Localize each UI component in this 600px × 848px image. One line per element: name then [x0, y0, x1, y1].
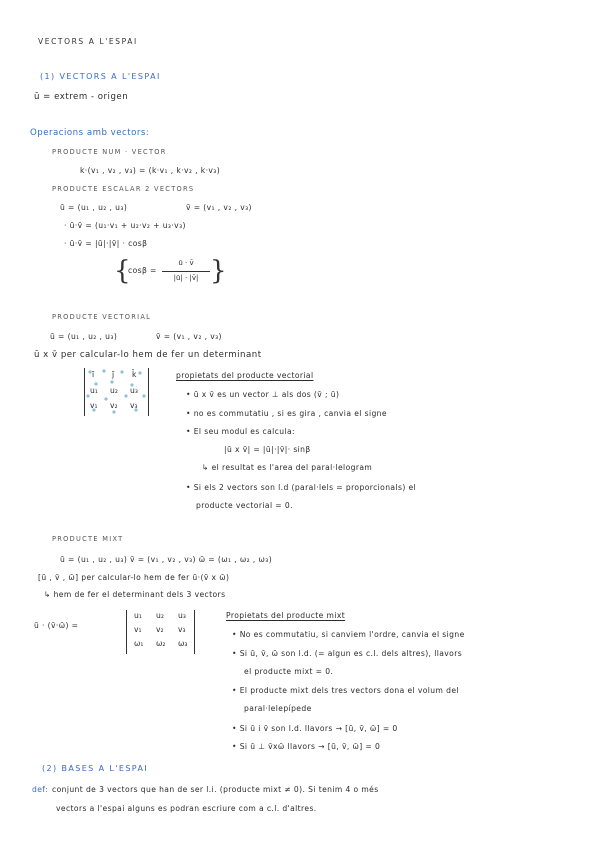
section-2-heading: (2) BASES A L'ESPAI — [42, 764, 149, 773]
scalar-product-u: ū = (u₁ , u₂ , u₃) — [60, 203, 128, 212]
vector-product-u: ū = (u₁ , u₂ , u₃) — [50, 332, 118, 341]
mixed-prop-1: • No es commutatiu, si canviem l'ordre, canvia el signe — [232, 630, 465, 639]
vector-determinant — [82, 366, 152, 418]
right-brace: } — [210, 256, 227, 286]
mixed-props-title: Propietats del producte mixt — [226, 611, 346, 620]
matrix-right-bar — [194, 610, 195, 654]
scalar-product-v: v̄ = (v₁ , v₂ , v₃) — [186, 203, 252, 212]
mixed-prop-2a: • Si ū, v̄, ω̄ son l.d. (= algun es c.l. dels altres), llavors — [232, 649, 463, 658]
matrix-cell: k̄ — [132, 370, 137, 379]
matrix-cell: u₁ — [90, 386, 98, 395]
matrix-cell: u₃ — [130, 386, 138, 395]
matrix-cell: v₃ — [130, 401, 138, 410]
operations-heading: Operacions amb vectors: — [30, 128, 150, 138]
matrix-cell: v₃ — [178, 625, 186, 634]
matrix-cell: u₁ — [134, 611, 142, 620]
matrix-cell: u₂ — [110, 386, 118, 395]
cos-denominator: |ū| · |v̄| — [173, 274, 199, 282]
product-num-vector-label: PRODUCTE NUM · VECTOR — [52, 148, 167, 156]
mixed-product-lhs: ū · (v̄·ω̄) = — [34, 621, 79, 630]
cos-numerator: ū · v̄ — [178, 259, 194, 267]
bases-definition-line-2: vectors a l'espai alguns es podran escriure com a c.l. d'altres. — [56, 804, 317, 813]
mixed-prop-3a: • El producte mixt dels tres vectors dona el volum del — [232, 686, 459, 695]
vector-prop-2: • no es commutatiu , si es gira , canvia el signe — [186, 409, 387, 418]
mixed-product-line-3: ↳ hem de fer el determinant dels 3 vectors — [44, 590, 226, 599]
vector-prop-4a: • Si els 2 vectors son l.d (paral·lels = proporcionals) el — [186, 483, 417, 492]
vector-prop-4b: producte vectorial = 0. — [196, 501, 293, 510]
matrix-cell: ω₃ — [178, 639, 188, 648]
vector-prop-1: • ū x v̄ es un vector ⊥ als dos (v̄ ; ū) — [186, 390, 340, 399]
matrix-cell: v₂ — [110, 401, 118, 410]
vector-prop-3-formula: |ū x v̄| = |ū|·|v̄|· sinβ — [224, 445, 311, 454]
matrix-left-bar — [126, 610, 127, 654]
vector-prop-3: • El seu modul es calcula: — [186, 427, 295, 436]
left-brace: { — [114, 256, 131, 286]
mixed-product-label: PRODUCTE MIXT — [52, 535, 124, 543]
mixed-determinant — [124, 610, 198, 654]
mixed-product-vectors: ū = (u₁ , u₂ , u₃) v̄ = (v₁ , v₂ , v₃) ω̄ = (ω₁ , ω₂ , ω₃) — [60, 555, 273, 564]
vector-prop-3-note: ↳ el resultat es l'area del paral·lelogram — [202, 463, 373, 472]
section-1-heading: (1) VECTORS A L'ESPAI — [40, 72, 161, 81]
vector-product-label: PRODUCTE VECTORIAL — [52, 313, 152, 321]
matrix-cell: ω₂ — [156, 639, 166, 648]
vector-props-title: propietats del producte vectorial — [176, 371, 314, 380]
matrix-left-bar — [84, 368, 85, 416]
cos-lhs: cosβ = — [128, 266, 157, 275]
matrix-cell: v₂ — [156, 625, 164, 634]
mixed-prop-3b: paral·lelepípede — [244, 704, 312, 713]
vector-definition: ū = extrem - origen — [34, 92, 129, 102]
product-num-vector-formula: k·(v₁ , v₂ , v₃) = (k·v₁ , k·v₂ , k·v₃) — [80, 166, 221, 175]
matrix-cell: v₁ — [134, 625, 142, 634]
bases-definition-line-1: conjunt de 3 vectors que han de ser l.i. (producte mixt ≠ 0). Si tenim 4 o més — [52, 785, 379, 794]
definition-label: def: — [32, 785, 49, 794]
scalar-product-formula-2: · ū·v̄ = |ū|·|v̄| · cosβ — [64, 239, 148, 248]
vector-product-text: ū x v̄ per calcular-lo hem de fer un determinant — [34, 350, 262, 360]
matrix-right-bar — [148, 368, 149, 416]
matrix-cell: j̄ — [112, 370, 115, 379]
matrix-cell: ī — [92, 370, 95, 379]
scalar-product-label: PRODUCTE ESCALAR 2 VECTORS — [52, 185, 195, 193]
matrix-cell: ω₁ — [134, 639, 144, 648]
mixed-prop-5: • Si ū ⊥ v̄xω̄ llavors → [ū, v̄, ω̄] = 0 — [232, 742, 381, 751]
page-title: VECTORS A L'ESPAI — [38, 37, 138, 46]
matrix-cell: u₂ — [156, 611, 164, 620]
matrix-cell: v₁ — [90, 401, 98, 410]
mixed-prop-2b: el producte mixt = 0. — [244, 667, 334, 676]
matrix-cell: u₃ — [178, 611, 186, 620]
scalar-product-formula-1: · ū·v̄ = (u₁·v₁ + u₂·v₂ + u₃·v₃) — [64, 221, 186, 230]
mixed-product-line-2: [ū , v̄ , ω̄] per calcular-lo hem de fer ū·(v̄ x ω̄) — [38, 573, 230, 582]
mixed-prop-4: • Si ū i v̄ son l.d. llavors → [ū, v̄, ω̄] = 0 — [232, 724, 398, 733]
fraction-line — [162, 271, 210, 272]
vector-product-v: v̄ = (v₁ , v₂ , v₃) — [156, 332, 222, 341]
